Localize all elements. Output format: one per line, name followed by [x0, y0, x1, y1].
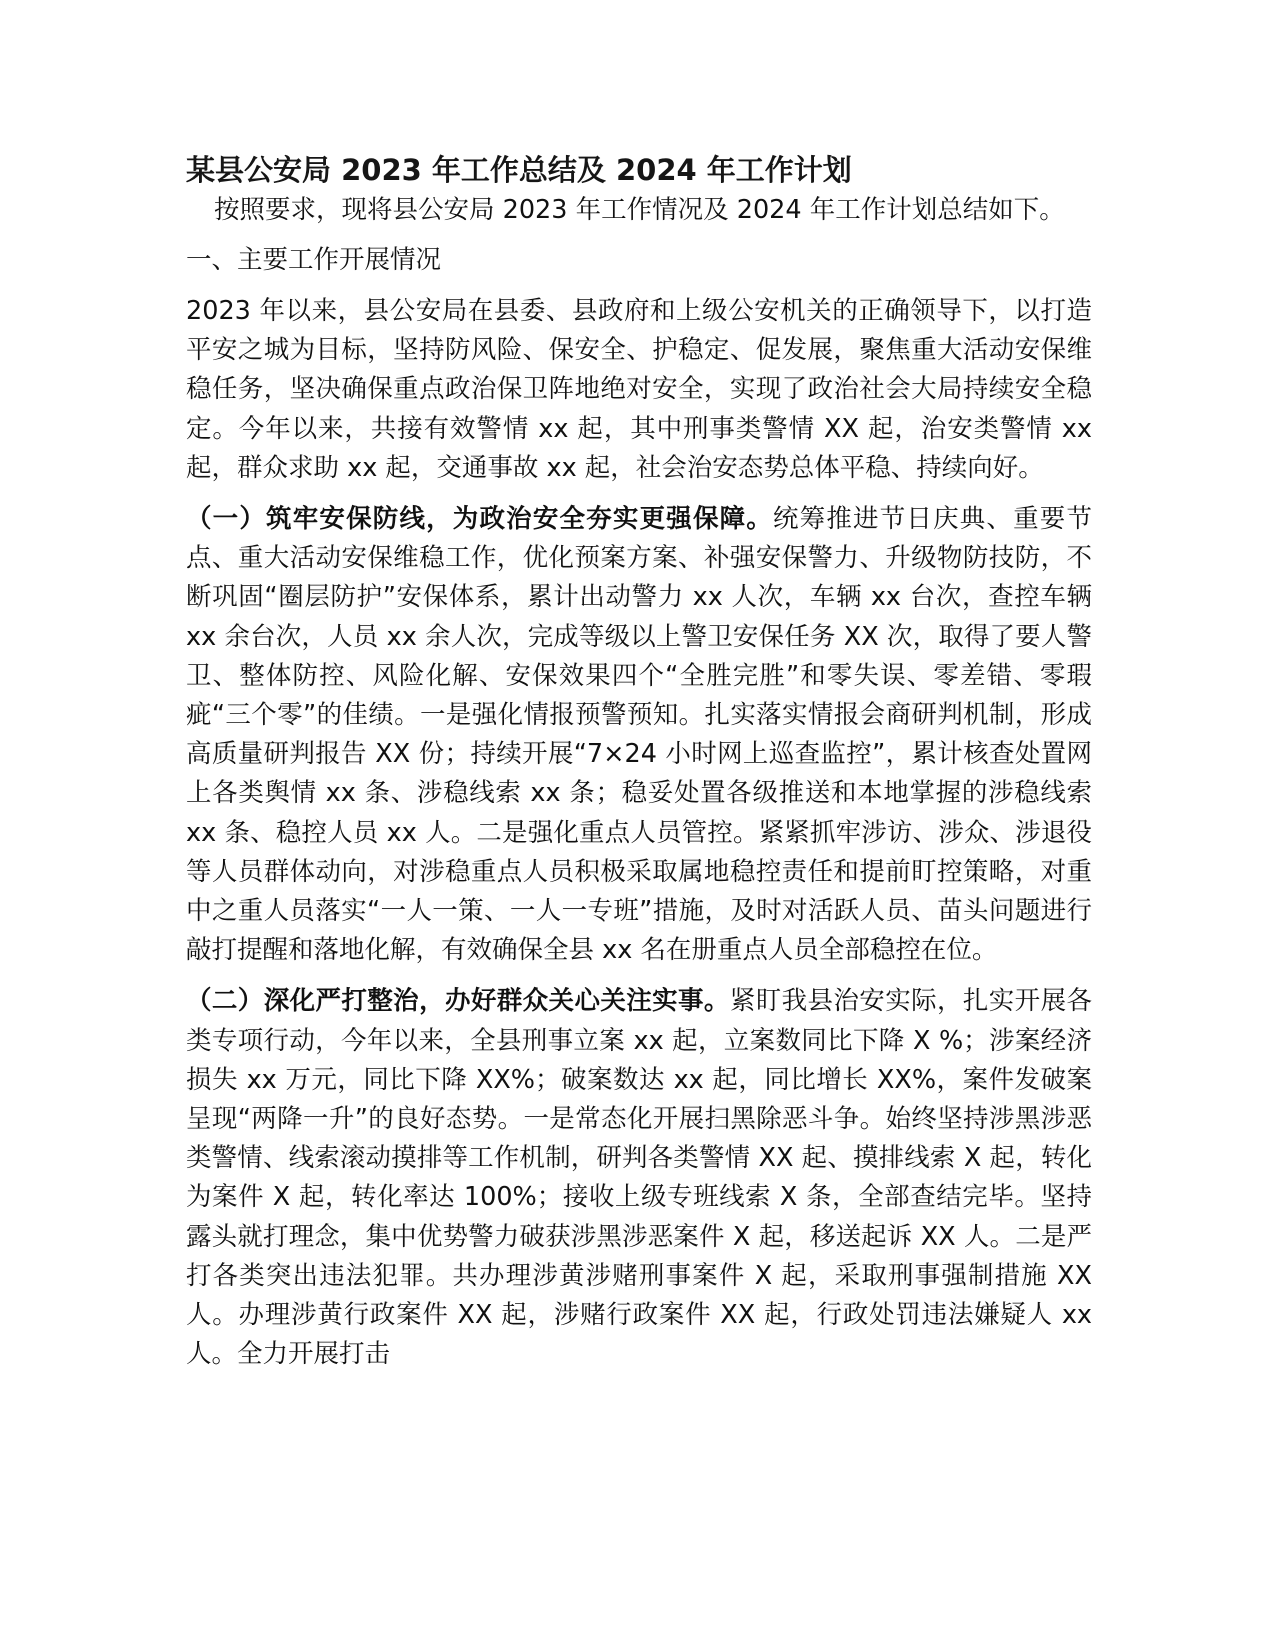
security-paragraph-body: 统筹推进节日庆典、重要节点、重大活动安保维稳工作，优化预案方案、补强安保警力、升级物防技防，不断巩固“圈层防护”安保体系，累计出动警力 xx 人次，车辆 xx 台次，查控车辆 xx 余台次，人员 xx 余人次，完成等级以上警卫安保任务 XX 次，取得了要人警卫、整体防控、风险化解、安保效果四个“全胜完胜”和零失误、零差错、零瑕疵“三个零”的佳绩。一是强化情报预警预知。扎实落实情报会商研判机制，形成高质量研判报告 XX 份；持续开展“7×24 小时网上巡查监控”，累计核查处置网上各类舆情 xx 条、涉稳线索 xx 条；稳妥处置各级推送和本地掌握的涉稳线索 xx 条、稳控人员 xx 人。二是强化重点人员管控。紧紧抓牢涉访、涉众、涉退役等人员群体动向，对涉稳重点人员积极采取属地稳控责任和提前盯控策略，对重中之重人员落实“一人一策、一人一专班”措施，及时对活跃人员、苗头问题进行敲打提醒和落地化解，有效确保全县 xx 名在册重点人员全部稳控在位。: [186, 504, 1092, 966]
crackdown-paragraph: [186, 982, 1092, 1374]
security-paragraph-lead: （一）筑牢安保防线，为政治安全夯实更强保障。: [186, 504, 773, 535]
section-heading: 一、主要工作开展情况: [186, 245, 442, 275]
intro-paragraph: 按照要求，现将县公安局 2023 年工作情况及 2024 年工作计划总结如下。: [214, 195, 1065, 225]
crackdown-paragraph-body: 紧盯我县治安实际，扎实开展各类专项行动，今年以来，全县刑事立案 xx 起，立案数同比下降 X %；涉案经济损失 xx 万元，同比下降 XX%；破案数达 xx 起，同比增长 XX%，案件发破案呈现“两降一升”的良好态势。一是常态化开展扫黑除恶斗争。始终坚持涉黑涉恶类警情、线索滚动摸排等工作机制，研判各类警情 XX 起、摸排线索 X 起，转化为案件 X 起，转化率达 100%；接收上级专班线索 X 条，全部查结完毕。坚持露头就打理念，集中优势警力破获涉黑涉恶案件 X 起，移送起诉 XX 人。二是严打各类突出违法犯罪。共办理涉黄涉赌刑事案件 X 起，采取刑事强制措施 XX 人。办理涉黄行政案件 XX 起，涉赌行政案件 XX 起，行政处罚违法嫌疑人 xx 人。全力开展打击: [186, 986, 1092, 1370]
overview-paragraph: 2023 年以来，县公安局在县委、县政府和上级公安机关的正确领导下，以打造平安之城为目标，坚持防风险、保安全、护稳定、促发展，聚焦重大活动安保维稳任务，坚决确保重点政治保卫阵地绝对安全，实现了政治社会大局持续安全稳定。今年以来，共接有效警情 xx 起，其中刑事类警情 XX 起，治安类警情 xx 起，群众求助 xx 起，交通事故 xx 起，社会治安态势总体平稳、持续向好。: [186, 296, 1092, 483]
security-paragraph: [186, 500, 1092, 970]
document-title: 某县公安局 2023 年工作总结及 2024 年工作计划: [186, 153, 852, 187]
document-body: [186, 150, 1092, 1374]
crackdown-paragraph-lead: （二）深化严打整治，办好群众关心关注实事。: [186, 986, 730, 1017]
